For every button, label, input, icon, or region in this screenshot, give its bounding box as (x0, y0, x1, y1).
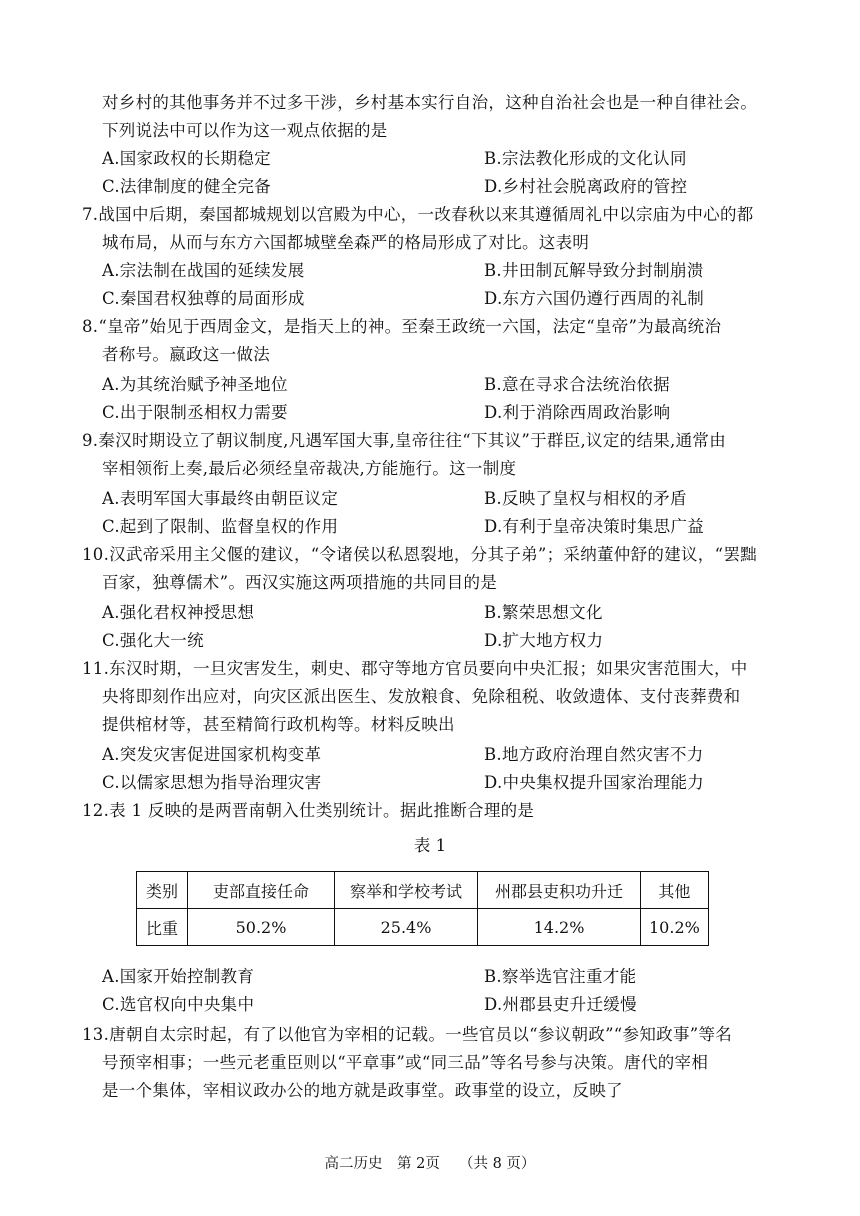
text-line: 宰相领衔上奏,最后必须经皇帝裁决,方能施行。这一制度 (102, 459, 517, 478)
question-8: 8.“皇帝”始见于西周金文，是指天上的神。至秦王政统一六国，法定“皇帝”为最高统治 (82, 317, 722, 336)
question-10: 10.汉武帝采用主父偃的建议，“令诸侯以私恩裂地，分其子弟”；采纳董仲舒的建议，“罢黜 (82, 545, 757, 564)
question-7: 7.战国中后期，秦国都城规划以宫殿为中心，一改春秋以来其遵循周礼中以宗庙为中心的都 (82, 205, 754, 224)
option-d: D.州郡县吏升迁缓慢 (484, 995, 637, 1014)
table-cell: 类别 (137, 872, 188, 909)
option-a: A.国家开始控制教育 (102, 967, 255, 986)
option-d: D.乡村社会脱离政府的管控 (484, 177, 688, 196)
option-b: B.井田制瓦解导致分封制崩溃 (484, 261, 704, 280)
table-cell: 50.2% (188, 909, 335, 946)
table-header-row (137, 872, 709, 909)
question-13: 13.唐朝自太宗时起，有了以他官为宰相的记载。一些官员以“参议朝政”“参知政事”等名 (82, 1025, 733, 1044)
option-b: B.反映了皇权与相权的矛盾 (484, 489, 687, 508)
table-cell: 其他 (641, 872, 709, 909)
question-9: 9.秦汉时期设立了朝议制度,凡遇军国大事,皇帝往往“下其议”于群臣,议定的结果,通常由 (82, 431, 726, 450)
question-11: 11.东汉时期，一旦灾害发生，刺史、郡守等地方官员要向中央汇报；如果灾害范围大，中 (82, 659, 748, 678)
text-line: 下列说法中可以作为这一观点依据的是 (102, 121, 388, 140)
table-row (137, 909, 709, 946)
question-12: 12.表 1 反映的是两晋南朝入仕类别统计。据此推断合理的是 (82, 801, 535, 820)
text-line: 者称号。嬴政这一做法 (102, 345, 270, 364)
option-b: B.察举选官注重才能 (484, 967, 637, 986)
option-c: C.强化大一统 (102, 631, 204, 650)
option-d: D.有利于皇帝决策时集思广益 (484, 517, 705, 536)
option-c: C.秦国君权独尊的局面形成 (102, 289, 305, 308)
table-cell: 比重 (137, 909, 188, 946)
option-c: C.出于限制丞相权力需要 (102, 403, 288, 422)
text-line: 央将即刻作出应对，向灾区派出医生、发放粮食、免除租税、收敛遗体、支付丧葬费和 (102, 687, 741, 706)
table-cell: 州郡县吏积功升迁 (478, 872, 641, 909)
option-b: B.意在寻求合法统治依据 (484, 375, 670, 394)
table-cell: 吏部直接任命 (188, 872, 335, 909)
option-a: A.突发灾害促进国家机构变革 (102, 745, 322, 764)
option-c: C.法律制度的健全完备 (102, 177, 272, 196)
option-b: B.地方政府治理自然灾害不力 (484, 745, 704, 764)
option-a: A.国家政权的长期稳定 (102, 149, 271, 168)
text-line: 号预宰相事；一些元老重臣则以“平章事”或“同三品”等名号参与决策。唐代的宰相 (102, 1053, 709, 1072)
data-table (136, 871, 709, 946)
option-c: C.起到了限制、监督皇权的作用 (102, 517, 339, 536)
option-a: A.表明军国大事最终由朝臣议定 (102, 489, 339, 508)
option-a: A.强化君权神授思想 (102, 603, 255, 622)
table-caption: 表 1 (413, 836, 447, 855)
option-c: C.选官权向中央集中 (102, 995, 255, 1014)
option-a: A.宗法制在战国的延续发展 (102, 261, 305, 280)
option-c: C.以儒家思想为指导治理灾害 (102, 773, 322, 792)
option-a: A.为其统治赋予神圣地位 (102, 375, 288, 394)
text-line: 是一个集体，宰相议政办公的地方就是政事堂。政事堂的设立，反映了 (102, 1081, 623, 1100)
option-d: D.东方六国仍遵行西周的礼制 (484, 289, 705, 308)
table-cell: 14.2% (478, 909, 641, 946)
page-footer: 高二历史 第 2页 （共 8 页） (324, 1156, 536, 1172)
table-cell: 察举和学校考试 (335, 872, 478, 909)
text-line: 百家，独尊儒术”。西汉实施这两项措施的共同目的是 (102, 573, 498, 592)
table-cell: 25.4% (335, 909, 478, 946)
option-d: D.利于消除西周政治影响 (484, 403, 671, 422)
option-d: D.中央集权提升国家治理能力 (484, 773, 705, 792)
text-line: 对乡村的其他事务并不过多干涉，乡村基本实行自治，这种自治社会也是一种自律社会。 (102, 93, 758, 112)
table-cell: 10.2% (641, 909, 709, 946)
text-line: 城布局，从而与东方六国都城壁垒森严的格局形成了对比。这表明 (102, 233, 590, 252)
text-line: 提供棺材等，甚至精简行政机构等。材料反映出 (102, 715, 455, 734)
option-d: D.扩大地方权力 (484, 631, 604, 650)
option-b: B.宗法教化形成的文化认同 (484, 149, 687, 168)
option-b: B.繁荣思想文化 (484, 603, 603, 622)
